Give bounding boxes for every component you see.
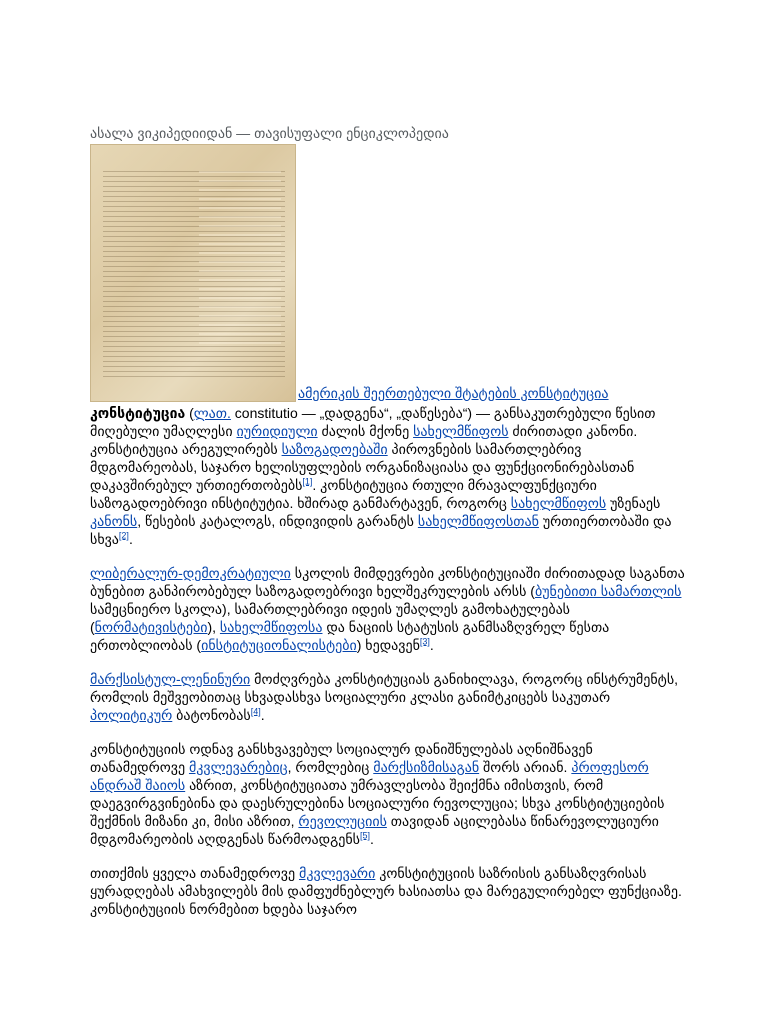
link-normativists[interactable]: ნორმატივისტები	[94, 619, 208, 635]
reference-2[interactable]: [2]	[118, 530, 129, 541]
link-institutionalists[interactable]: ინსტიტუციონალისტები	[201, 637, 357, 653]
reference-1[interactable]: [1]	[302, 476, 313, 487]
document-text-column	[199, 171, 281, 350]
parchment-document-image[interactable]	[90, 144, 296, 402]
reference-4[interactable]: [4]	[250, 706, 261, 717]
link-state-3[interactable]: სახელმწიფოსა	[219, 619, 323, 635]
link-professor[interactable]: პროფესორ	[571, 759, 649, 775]
link-law[interactable]: კანონს	[90, 513, 138, 529]
figure	[90, 144, 690, 402]
link-marxist-leninist[interactable]: მარქსისტულ-ლენინური	[90, 671, 251, 687]
figure-caption-link[interactable]: ამერიკის შეერთებული შტატების კონსტიტუცია	[298, 385, 609, 401]
link-researchers[interactable]: მკვლევარებიც	[188, 759, 288, 775]
link-liberal-democratic[interactable]: ლიბერალურ-დემოკრატიული	[90, 565, 291, 581]
paragraph-5: თითქმის ყველა თანამედროვე მკვლევარი კონსტიტუციის საზრისის განსაზღვრისას ყურადღებას ამახვილებს მის დამფუძნებლურ ხასიათსა და მარეგულირებელ ფუნქციაზე. კონსტიტუციის ნორმებით ხდება საჯარო	[90, 865, 682, 917]
reference-5[interactable]: [5]	[359, 830, 370, 841]
paragraph-3: მარქსისტულ-ლენინური მოძღვრება კონსტიტუციას განიხილავა, როგორც ინსტრუმენტს, რომლის მეშვეობითაც სხვადასხვა სოციალური კლასი განიმტკიცებს საკუთარ პოლიტიკურ ბატონობას[4].	[90, 671, 679, 723]
link-state[interactable]: სახელმწიფოს	[413, 423, 509, 439]
link-legal[interactable]: იურიდიული	[236, 423, 318, 439]
link-state-relations[interactable]: სახელმწიფოსთან	[417, 513, 539, 529]
paragraph-4: კონსტიტუციის ოდნავ განსხვავებულ სოციალურ დანიშნულებას აღნიშნავენ თანამედროვე მკვლევარებიც, რომლებიც მარქსიზმისაგან შორს არიან. პროფესორ ანდრაშ შაიოს აზრით, კონსტიტუციათა უმრავლესობა შეიქმნა იმისთვის, რომ დაეგვირგვინებინა და დაესრულებინა სოციალური რევოლუცია; სხვა კონსტიტუციების შექმნის მიზანი კი, მისი აზრით, რევოლუციის თავიდან აცილებასა წინარევოლუციური მდგომარეობის აღდგენას წარმოადგენს[5].	[90, 741, 665, 847]
link-state-2[interactable]: სახელმწიფოს	[510, 495, 607, 511]
link-natural-law[interactable]: ბუნებითი სამართლის	[534, 583, 682, 599]
article-content	[90, 124, 690, 934]
link-latin[interactable]: ლათ.	[193, 405, 231, 421]
site-tagline: ასალა ვიკიპედიიდან — თავისუფალი ენციკლოპედია	[90, 125, 449, 141]
link-marxism[interactable]: მარქსიზმისაგან	[373, 759, 480, 775]
link-revolution[interactable]: რევოლუციის	[298, 813, 387, 829]
paragraph-2: ლიბერალურ-დემოკრატიული სკოლის მიმდევრები კონსტიტუციაში ძირითადად საგანთა ბუნებით განპირობებულ საზოგადოებრივი ხელშეკრულების არსს (ბუნებითი სამართლის სამეცნიერო სკოლა), სამართლებრივი იდეის უმაღლეს გამოხატულებას (ნორმატივისტები), სახელმწიფოსა და ნაციის სტატუსის განმსაზღვრელ წესთა ერთობლიობას (ინსტიტუციონალისტები) ხედავენ[3].	[90, 565, 685, 653]
reference-3[interactable]: [3]	[419, 636, 430, 647]
link-andras-sajo[interactable]: ანდრაშ შაიოს	[90, 777, 186, 793]
link-society[interactable]: საზოგადოებაში	[281, 441, 388, 457]
article-term: კონსტიტუცია	[90, 405, 186, 421]
link-researcher[interactable]: მკვლევარი	[299, 865, 376, 881]
paragraph-1: კონსტიტუცია (ლათ. constitutio — „დადგენა“, „დაწესება“) — განსაკუთრებული წესით მიღებული უმაღლესი იურიდიული ძალის მქონე სახელმწიფოს ძირითადი კანონი. კონსტიტუცია არეგულირებს საზოგადოებაში პიროვნების სამართლებრივ მდგომარეობას, საჯარო ხელისუფლების ორგანიზაციასა და ფუნქციონირებასთან დაკავშირებულ ურთიერთობებს[1]. კონსტიტუცია რთული მრავალფუნქციური საზოგადოებრივი ინსტიტუტია. ხშირად განმარტავენ, როგორც სახელმწიფოს უზენაეს კანონს, წესების კატალოგს, ინდივიდის გარანტს სახელმწიფოსთან ურთიერთობაში და სხვა[2].	[90, 405, 672, 547]
link-political[interactable]: პოლიტიკურ	[90, 707, 173, 723]
